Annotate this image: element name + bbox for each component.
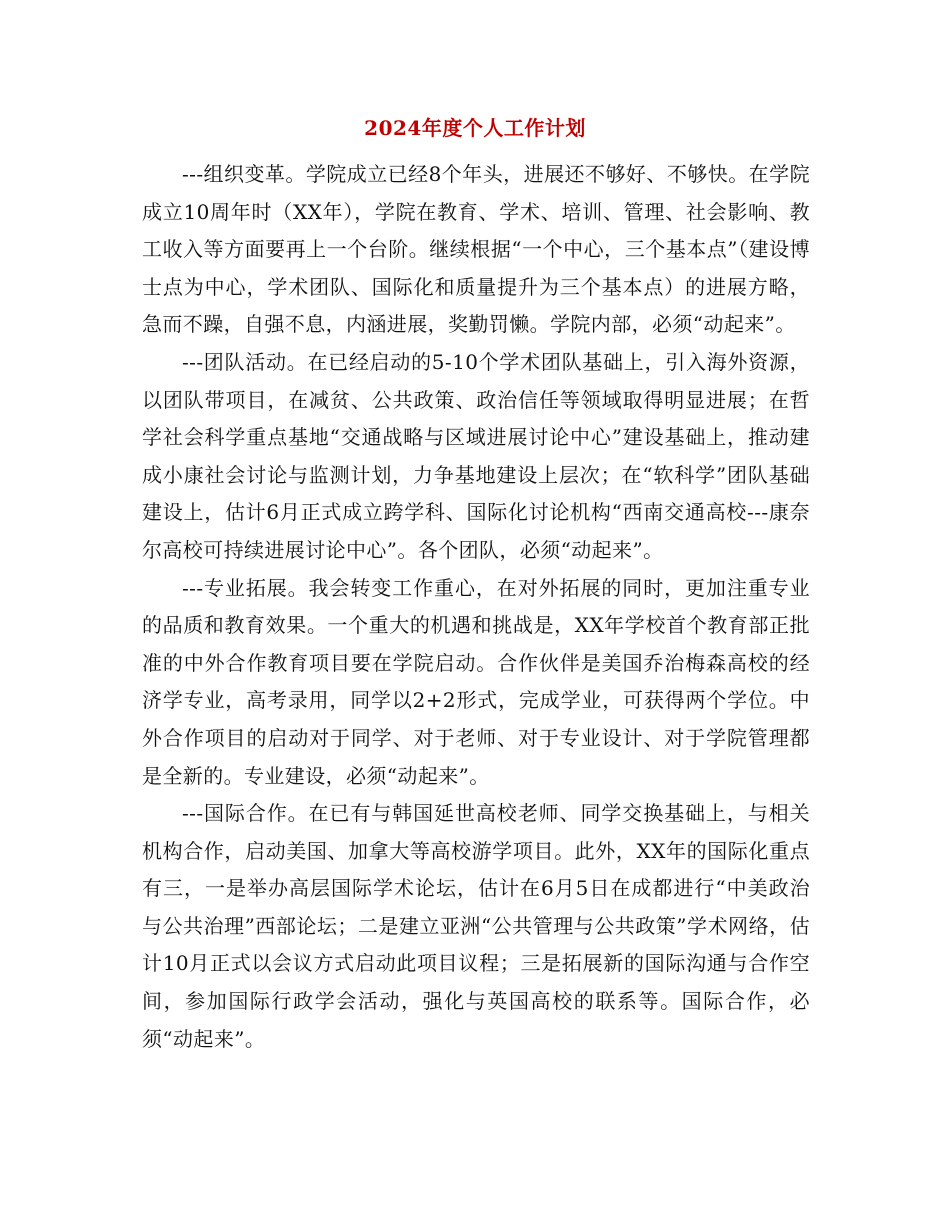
paragraph-program-expansion: ---专业拓展。我会转变工作重心，在对外拓展的同时，更加注重专业的品质和教育效果。一个重大的机遇和挑战是，XX年学校首个教育部正批准的中外合作教育项目要在学院启动。合作伙伴是美国乔治梅森高校的经济学专业，高考录用，同学以2+2形式，完成学业，可获得两个学位。中外合作项目的启动对于同学、对于老师、对于专业设计、对于学院管理都是全新的。专业建设，必须“动起来”。 <box>142 575 810 788</box>
document-title: 2024年度个人工作计划 <box>364 116 586 140</box>
document-body <box>142 156 810 1058</box>
paragraph-international-cooperation: ---国际合作。在已有与韩国延世高校老师、同学交换基础上，与相关机构合作，启动美国、加拿大等高校游学项目。此外，XX年的国际化重点有三，一是举办高层国际学术论坛，估计在6月5日在成都进行“中美政治与公共治理”西部论坛；二是建立亚洲“公共管理与公共政策”学术网络，估计10月正式以会议方式启动此项目议程；三是拓展新的国际沟通与合作空间，参加国际行政学会活动，强化与英国高校的联系等。国际合作，必须“动起来”。 <box>142 801 810 1051</box>
paragraph-team-activities: ---团队活动。在已经启动的5-10个学术团队基础上，引入海外资源，以团队带项目，在减贫、公共政策、政治信任等领域取得明显进展；在哲学社会科学重点基地“交通战略与区域进展讨论中心”建设基础上，推动建成小康社会讨论与监测计划，力争基地建设上层次；在“软科学”团队基础建设上，估计6月正式成立跨学科、国际化讨论机构“西南交通高校---康奈尔高校可持续进展讨论中心”。各个团队，必须“动起来”。 <box>142 349 810 562</box>
paragraph-organizational-reform: ---组织变革。学院成立已经8个年头，进展还不够好、不够快。在学院成立10周年时（XX年），学院在教育、学术、培训、管理、社会影响、教工收入等方面要再上一个台阶。继续根据“一个中心，三个基本点”（建设博士点为中心，学术团队、国际化和质量提升为三个基本点）的进展方略，急而不躁，自强不息，内涵进展，奖勤罚懒。学院内部，必须“动起来”。 <box>142 162 810 337</box>
